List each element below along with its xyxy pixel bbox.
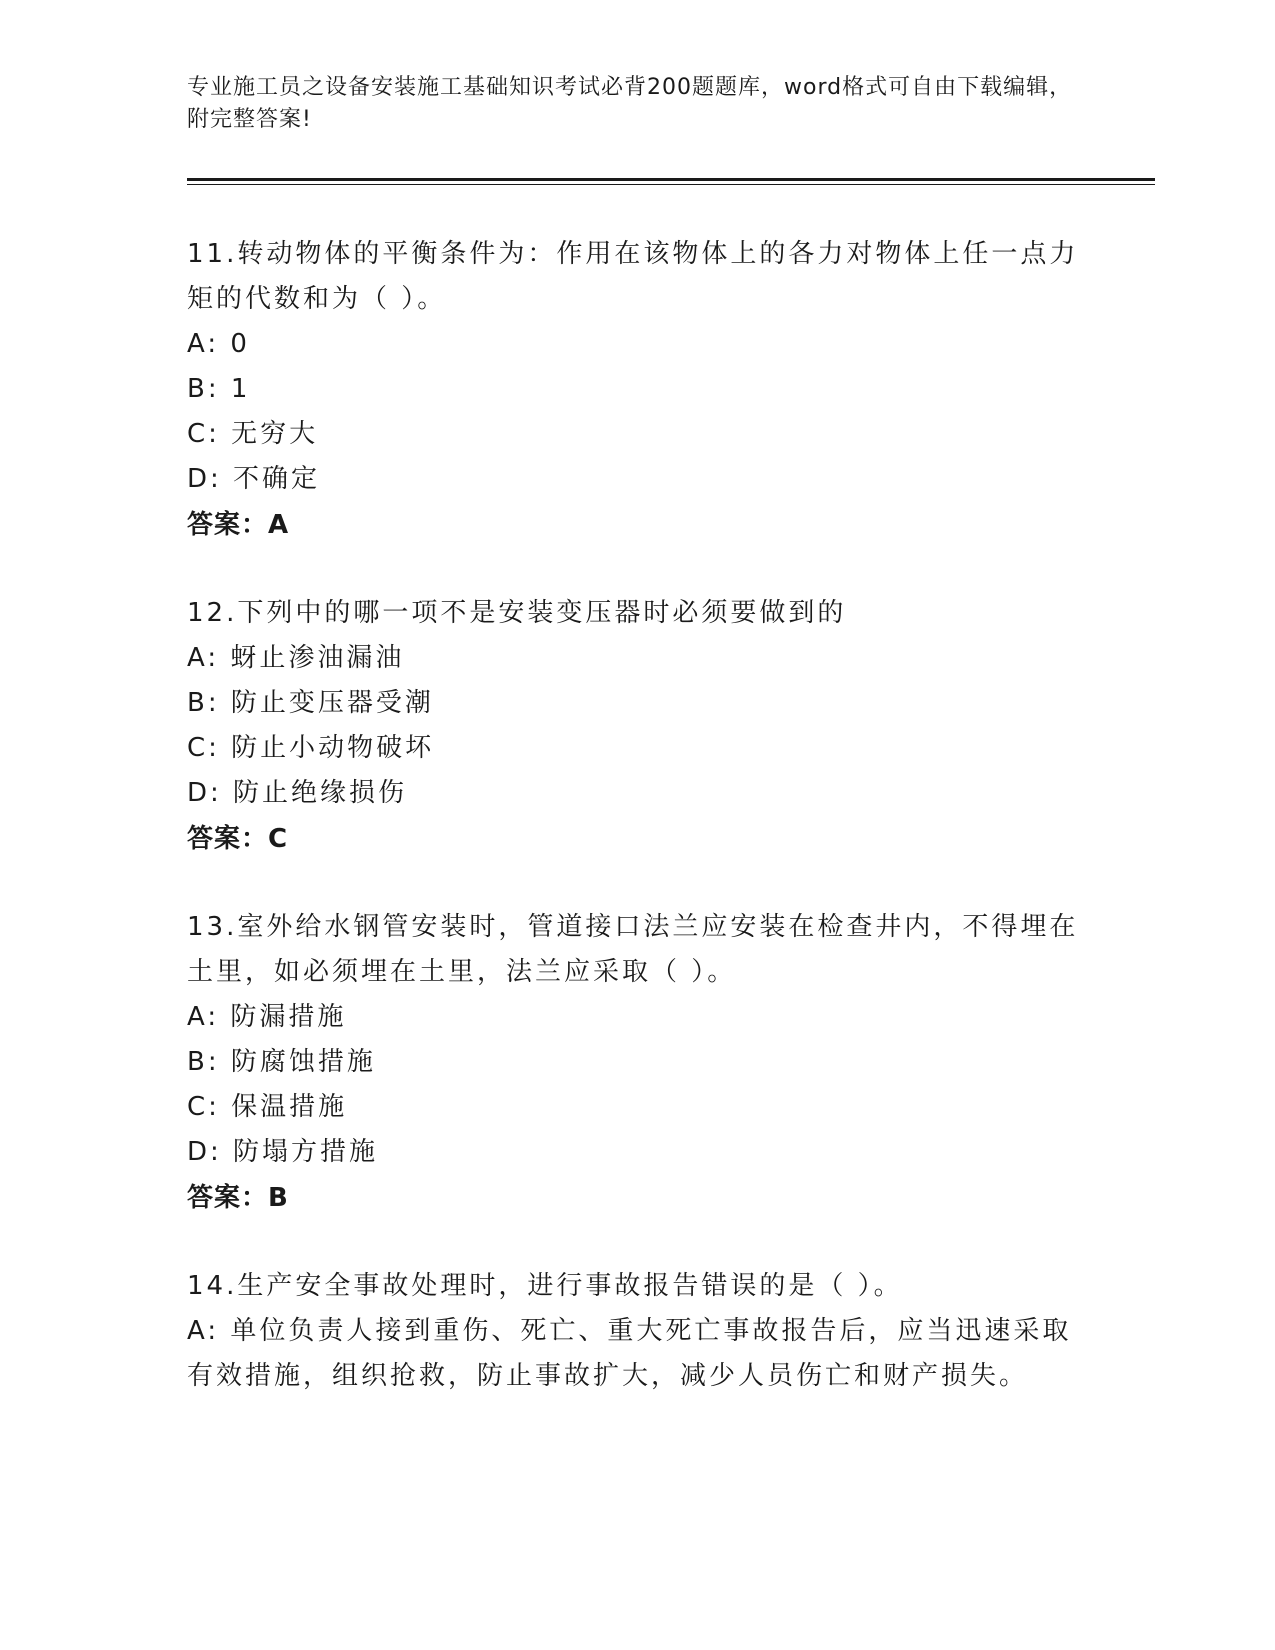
header-rule-thin bbox=[187, 184, 1155, 185]
answer: 答案：A bbox=[187, 510, 290, 540]
question-13 bbox=[187, 905, 1087, 1221]
answer: 答案：B bbox=[187, 1183, 289, 1213]
option-c: C: 防止小动物破坏 bbox=[187, 733, 435, 763]
document-header: 专业施工员之设备安装施工基础知识考试必背200题题库，word格式可自由下载编辑，附完整答案! bbox=[187, 75, 1073, 132]
option-c: C: 无穷大 bbox=[187, 419, 319, 449]
option-d: D: 防塌方措施 bbox=[187, 1137, 379, 1167]
option-c: C: 保温措施 bbox=[187, 1092, 348, 1122]
option-a: A: 防漏措施 bbox=[187, 1002, 347, 1032]
option-a: A: 单位负责人接到重伤、死亡、重大死亡事故报告后，应当迅速采取有效措施，组织抢救，防止事故扩大，减少人员伤亡和财产损失。 bbox=[187, 1316, 1072, 1391]
question-14 bbox=[187, 1264, 1087, 1399]
question-11 bbox=[187, 232, 1087, 548]
option-b: B: 防止变压器受潮 bbox=[187, 688, 434, 718]
question-list bbox=[187, 232, 1087, 1442]
option-b: B: 防腐蚀措施 bbox=[187, 1047, 376, 1077]
question-stem: 14.生产安全事故处理时，进行事故报告错误的是（ ）。 bbox=[187, 1271, 903, 1301]
option-b: B: 1 bbox=[187, 374, 251, 404]
question-stem: 12.下列中的哪一项不是安装变压器时必须要做到的 bbox=[187, 598, 847, 628]
option-d: D: 不确定 bbox=[187, 464, 321, 494]
answer: 答案：C bbox=[187, 824, 289, 854]
option-a: A: 蚜止渗油漏油 bbox=[187, 643, 405, 673]
question-stem: 11.转动物体的平衡条件为：作用在该物体上的各力对物体上任一点力矩的代数和为（ ）。 bbox=[187, 239, 1079, 314]
option-a: A: 0 bbox=[187, 329, 250, 359]
header-rule-thick bbox=[187, 178, 1155, 181]
question-stem: 13.室外给水钢管安装时，管道接口法兰应安装在检查井内，不得埋在土里，如必须埋在土里，法兰应采取（ ）。 bbox=[187, 912, 1079, 987]
question-12 bbox=[187, 591, 1087, 862]
option-d: D: 防止绝缘损伤 bbox=[187, 778, 408, 808]
